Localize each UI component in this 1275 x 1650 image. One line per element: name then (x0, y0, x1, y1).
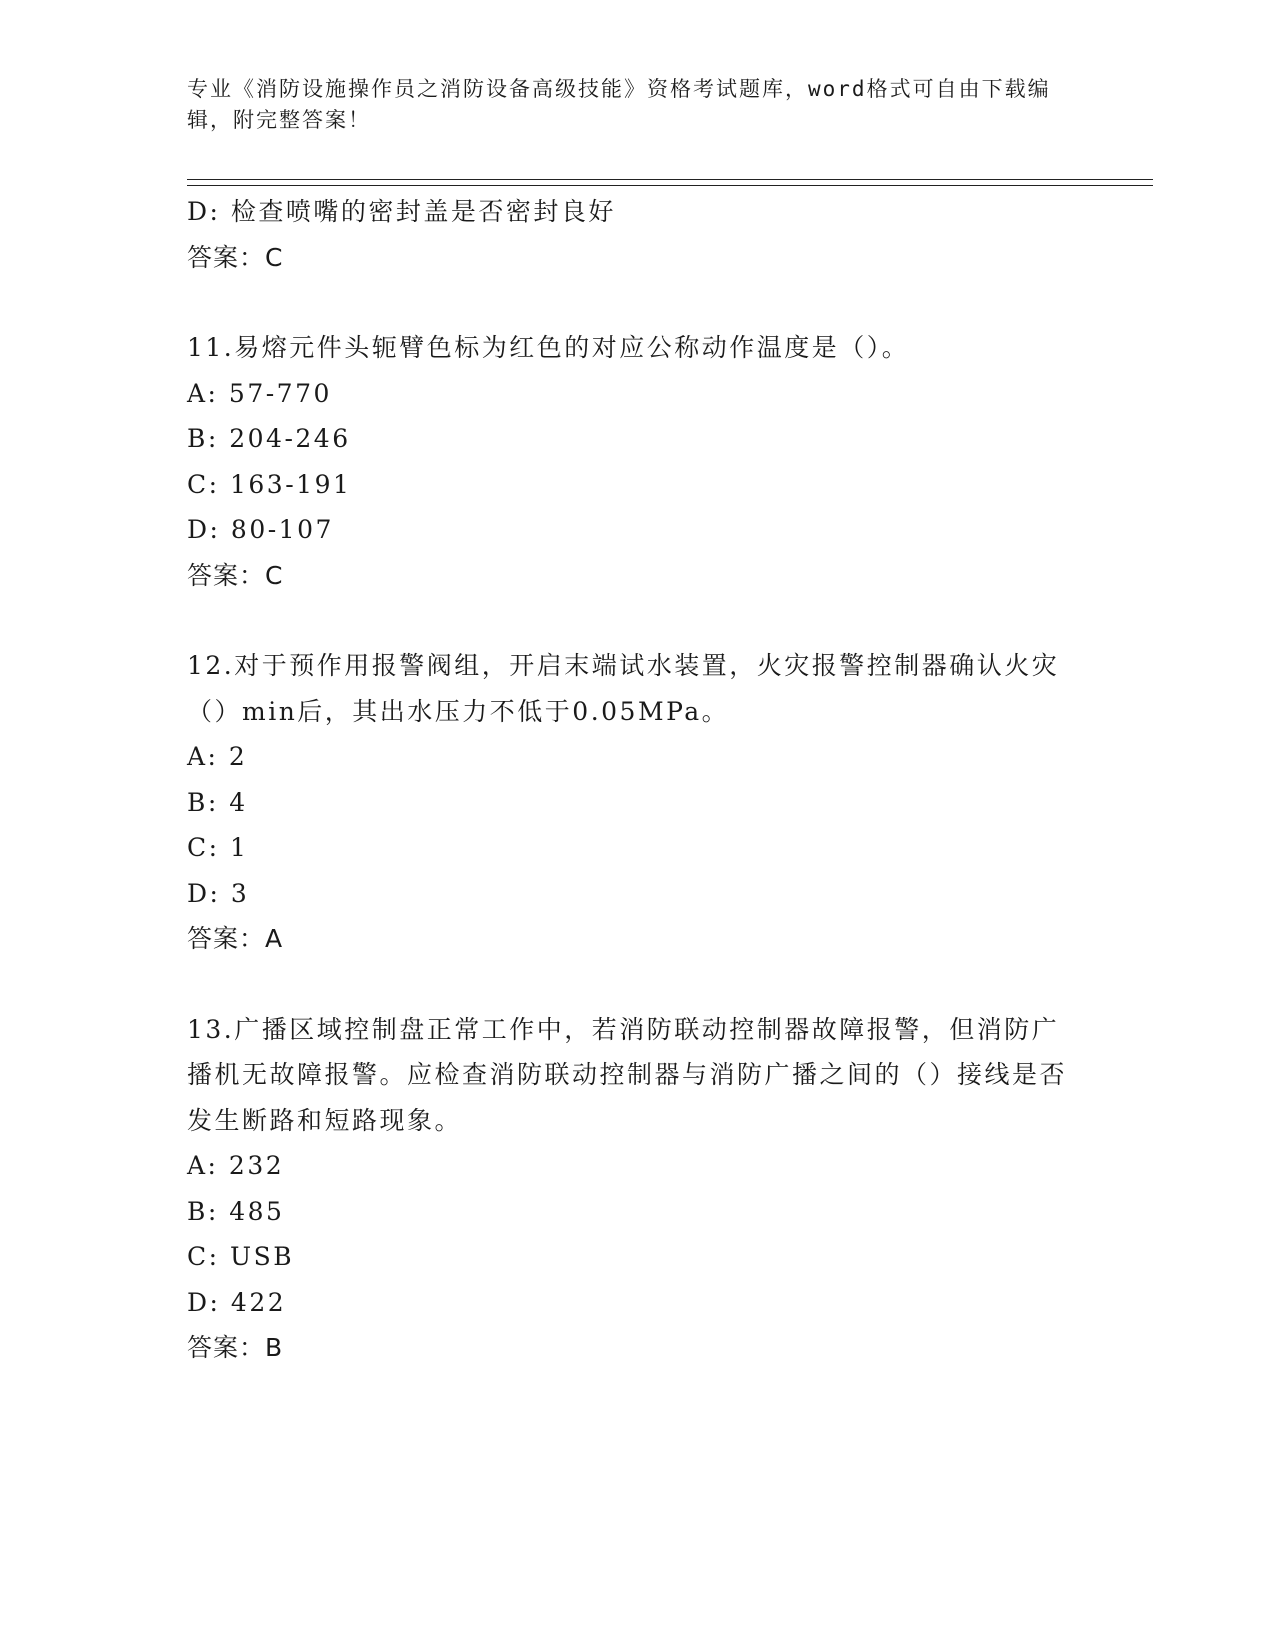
question-stem: 13.广播区域控制盘正常工作中，若消防联动控制器故障报警，但消防广播机无故障报警。应检查消防联动控制器与消防广播之间的（）接线是否发生断路和短路现象。 (187, 1014, 1068, 1135)
question-block (187, 325, 1087, 598)
option-b: B: 4 (187, 787, 248, 817)
prev-answer: 答案：C (187, 242, 284, 272)
answer: 答案：C (187, 560, 284, 590)
option-c: C: 1 (187, 833, 249, 862)
option-a: A: 2 (187, 742, 248, 771)
spacer (187, 598, 1087, 643)
question-content (187, 189, 1087, 1371)
option-b: B: 204-246 (187, 424, 351, 453)
header-divider-bottom (187, 185, 1153, 186)
spacer (187, 280, 1087, 325)
option-b: B: 485 (187, 1196, 285, 1226)
header-divider-top (187, 179, 1153, 180)
option-a: A: 232 (187, 1151, 285, 1180)
option-d: D: 3 (187, 878, 250, 908)
answer: 答案：A (187, 924, 284, 953)
document-header: 专业《消防设施操作员之消防设备高级技能》资格考试题库，word格式可自由下载编辑，附完整答案！ (187, 77, 1051, 132)
option-d: D: 80-107 (187, 515, 334, 544)
answer: 答案：B (187, 1333, 284, 1362)
prev-option-d: D: 检查喷嘴的密封盖是否密封良好 (187, 197, 616, 226)
question-block (187, 1007, 1087, 1371)
option-a: A: 57-770 (187, 378, 332, 408)
option-c: C: 163-191 (187, 469, 352, 499)
spacer (187, 962, 1087, 1007)
question-stem: 11.易熔元件头轭臂色标为红色的对应公称动作温度是（）。 (187, 333, 910, 362)
option-d: D: 422 (187, 1287, 287, 1317)
question-block (187, 643, 1087, 962)
question-stem: 12.对于预作用报警阀组，开启末端试水装置，火灾报警控制器确认火灾（）min后，其出水压力不低于0.05MPa。 (187, 651, 1060, 726)
option-c: C: USB (187, 1242, 295, 1271)
